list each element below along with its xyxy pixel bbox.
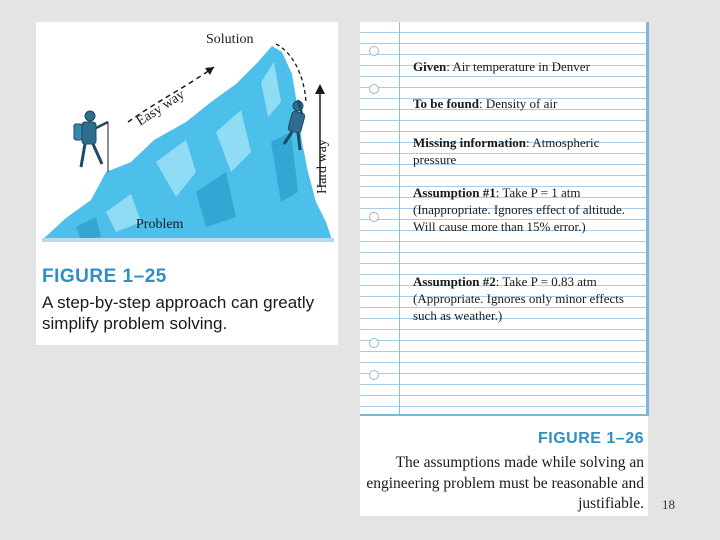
page-number: 18 — [662, 497, 675, 512]
binder-hole-icon — [369, 370, 379, 380]
solution-label: Solution — [206, 32, 254, 47]
binder-hole-icon — [369, 338, 379, 348]
note-label: Given — [413, 59, 447, 74]
note-text: : Air temperature in Denver — [446, 59, 590, 74]
note-text: : Atmospheric pressure — [413, 135, 600, 167]
figure-1-26-number: FIGURE 1–26 — [538, 430, 644, 447]
note-to-be-found — [413, 95, 641, 112]
note-label: Missing information — [413, 135, 527, 150]
hard-way-arrowhead-icon — [315, 84, 325, 94]
binder-hole-icon — [369, 46, 379, 56]
binder-hole-icon — [369, 212, 379, 222]
figure-1-26-caption: The assumptions made while solving an engineering problem must be reasonable and justifiable. — [366, 454, 644, 512]
figure-1-26 — [360, 22, 648, 516]
figure-1-25-caption: A step-by-step approach can greatly simplify problem solving. — [42, 293, 315, 333]
note-label: To be found — [413, 96, 479, 111]
note-assumption-1 — [413, 184, 641, 235]
note-text: : Take P = 0.83 atm (Appropriate. Ignores only minor effects such as weather.) — [413, 274, 624, 323]
easy-way-label: Easy way — [134, 87, 188, 130]
hard-way-label: Hard way — [315, 139, 330, 194]
climber-left-icon — [74, 111, 108, 172]
notepad — [360, 22, 649, 416]
problem-label: Problem — [136, 217, 184, 232]
note-missing-information — [413, 134, 641, 168]
note-label: Assumption #2 — [413, 274, 496, 289]
binder-hole-icon — [369, 84, 379, 94]
figure-1-25-number: FIGURE 1–25 — [42, 266, 167, 287]
note-label: Assumption #1 — [413, 185, 496, 200]
ground-shadow — [42, 238, 334, 242]
mountain-illustration — [36, 22, 338, 262]
easy-way-arrowhead-icon — [205, 67, 214, 75]
note-assumption-2 — [413, 273, 641, 324]
note-text: : Take P = 1 atm (Inappropriate. Ignores effect of altitude. Will cause more than 15% error.) — [413, 185, 625, 234]
notepad-margin-line — [399, 22, 400, 414]
note-text: : Density of air — [479, 96, 558, 111]
figure-1-25 — [36, 22, 338, 345]
note-given — [413, 58, 641, 75]
